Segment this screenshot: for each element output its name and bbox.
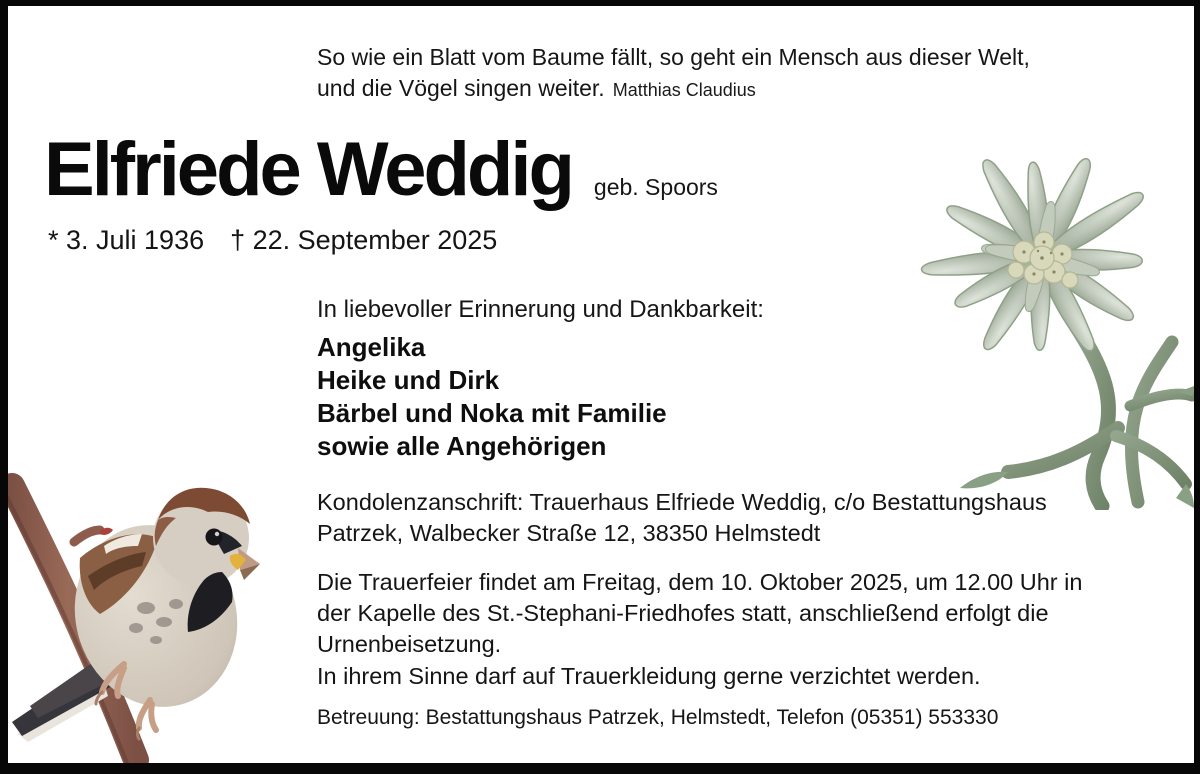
condolence-line-2: Patrzek, Walbecker Straße 12, 38350 Helmstedt (317, 520, 821, 546)
memorial-intro: In liebevoller Erinnerung und Dankbarkeit: (317, 296, 764, 323)
death-date: † 22. September 2025 (230, 225, 498, 255)
birth-date: * 3. Juli 1936 (48, 225, 205, 255)
condolence-line-1: Kondolenzanschrift: Trauerhaus Elfriede Weddig, c/o Bestattungshaus (317, 489, 1047, 515)
dress-code-note: In ihrem Sinne darf auf Trauerkleidung gerne verzichtet werden. (317, 663, 981, 689)
quote-line-2-text: und die Vögel singen weiter. (317, 75, 605, 101)
service-details (317, 567, 1082, 660)
quote-block (317, 42, 1030, 106)
maiden-name: geb. Spoors (593, 174, 718, 200)
mourners-list (317, 331, 667, 463)
mourner-line: Angelika (317, 332, 426, 362)
quote-attribution: Matthias Claudius (612, 80, 756, 100)
life-dates (48, 225, 497, 256)
deceased-name: Elfriede Weddig (44, 127, 572, 212)
quote-line-2 (317, 73, 1030, 106)
undertaker-info: Betreuung: Bestattungshaus Patrzek, Helmstedt, Telefon (05351) 553330 (317, 706, 999, 729)
edelweiss-photo (880, 106, 1194, 510)
edelweiss-flower-illustration (880, 106, 1194, 510)
sparrow-on-branch-illustration (8, 438, 260, 763)
service-line-1: Die Trauerfeier findet am Freitag, dem 10. Oktober 2025, um 12.00 Uhr in (317, 569, 1083, 595)
mourner-line: Heike und Dirk (317, 365, 500, 395)
deceased-name-row (44, 128, 718, 212)
mourner-line: Bärbel und Noka mit Familie (317, 398, 667, 428)
mourner-line: sowie alle Angehörigen (317, 431, 607, 461)
sparrow-photo (8, 438, 260, 763)
service-line-3: Urnenbeisetzung. (317, 631, 502, 657)
service-line-2: der Kapelle des St.-Stephani-Friedhofes statt, anschließend erfolgt die (317, 600, 1049, 626)
quote-line-1: So wie ein Blatt vom Baume fällt, so geht ein Mensch aus dieser Welt, (317, 44, 1030, 70)
